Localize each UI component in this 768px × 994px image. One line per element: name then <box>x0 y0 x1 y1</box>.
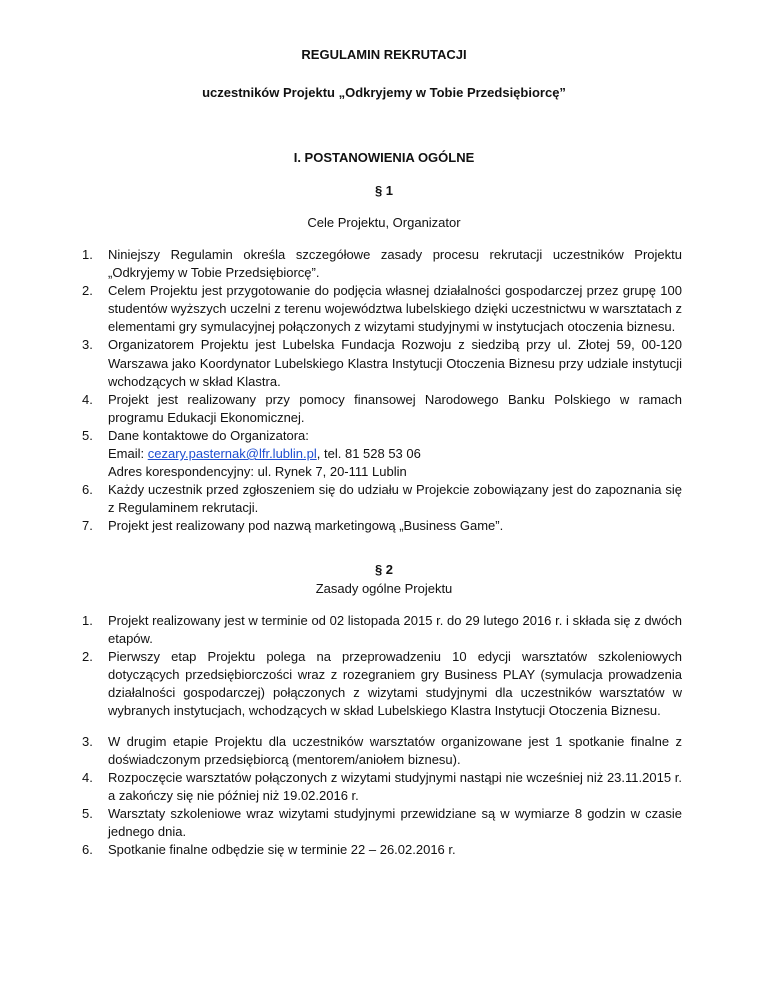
list-item: 7. Projekt jest realizowany pod nazwą marketingową „Business Game”. <box>82 518 504 534</box>
list-item: 3. W drugim etapie Projektu dla uczestników warsztatów organizowane jest 1 spotkanie finalne z doświadczonym przedsiębiorcą (mentorem/aniołem biznesu). <box>82 733 682 767</box>
paragraph-2-heading: Zasady ogólne Projektu <box>315 581 453 596</box>
document-title: REGULAMIN REKRUTACJI <box>301 47 467 62</box>
document-subtitle: uczestników Projektu „Odkryjemy w Tobie Przedsiębiorcę” <box>202 85 566 100</box>
paragraph-2-mark: § 2 <box>374 562 394 577</box>
email-link[interactable]: cezary.pasternak@lfr.lublin.pl <box>147 446 317 462</box>
paragraph-2-list <box>82 612 682 859</box>
list-spacer <box>108 721 682 733</box>
list-item: 6. Spotkanie finalne odbędzie się w terminie 22 – 26.02.2016 r. <box>82 842 456 858</box>
paragraph-1-heading: Cele Projektu, Organizator <box>307 215 461 230</box>
list-item: 6. Każdy uczestnik przed zgłoszeniem się do udziału w Projekcie zobowiązany jest do zapoznania się z Regulaminem rekrutacji. <box>82 482 682 516</box>
list-item: 5. Warsztaty szkoleniowe wraz wizytami studyjnymi przewidziane są w wymiarze 8 godzin w czasie jednego dnia. <box>82 805 682 840</box>
list-item: 3. Organizatorem Projektu jest Lubelska Fundacja Rozwoju z siedzibą przy ul. Złotej 59, 00-120 Warszawa jako Koordynator Lubelskiego Klastra Instytucji Otoczenia Biznesu przy udziale instytucji wchodzących w skład Klastra. <box>82 337 682 389</box>
list-item: 4. Projekt jest realizowany przy pomocy finansowej Narodowego Banku Polskiego w ramach programu Edukacji Ekonomicznej. <box>82 391 682 425</box>
list-item: 1. Niniejszy Regulamin określa szczegółowe zasady procesu rekrutacji uczestników Projektu „Odkryjemy w Tobie Przedsiębiorcę”. <box>82 247 682 281</box>
section-heading: I. POSTANOWIENIA OGÓLNE <box>293 150 475 165</box>
list-item: 4. Rozpoczęcie warsztatów połączonych z wizytami studyjnymi nastąpi nie wcześniej niż 23.11.2015 r. a zakończy się nie później niż 19.02.2016 r. <box>82 769 682 803</box>
list-item: 2. Pierwszy etap Projektu polega na przeprowadzeniu 10 edycji warsztatów szkoleniowych dotyczących przedsiębiorczości wraz z rozegraniem gry Business PLAY (symulacja prowadzenia działalności gospodarczej) połączonych z wizytami studyjnymi dla uczestników warsztatów w wybranych instytucjach, wchodzących w skład Lubelskiego Klastra Instytucji Otoczenia Biznesu. <box>82 649 682 719</box>
paragraph-1-mark: § 1 <box>374 183 394 198</box>
paragraph-1-list <box>82 246 682 536</box>
list-item: 2. Celem Projektu jest przygotowanie do podjęcia własnej działalności gospodarczej przez grupę 100 studentów wyższych uczelni z terenu województwa lubelskiego dzięki uczestnictwu w warsztatach z elementami gry symulacyjnej połączonych z wizytami studyjnymi w instytucjach otoczenia biznesu. <box>82 283 682 335</box>
list-item-contact: 5. Dane kontaktowe do Organizatora: Email: cezary.pasternak@lfr.lublin.pl, tel. 81 528 53 06 Adres korespondencyjny: ul. Rynek 7, 20-111 Lublin <box>82 427 421 480</box>
list-item: 1. Projekt realizowany jest w terminie od 02 listopada 2015 r. do 29 lutego 2016 r. i składa się z dwóch etapów. <box>82 613 682 647</box>
